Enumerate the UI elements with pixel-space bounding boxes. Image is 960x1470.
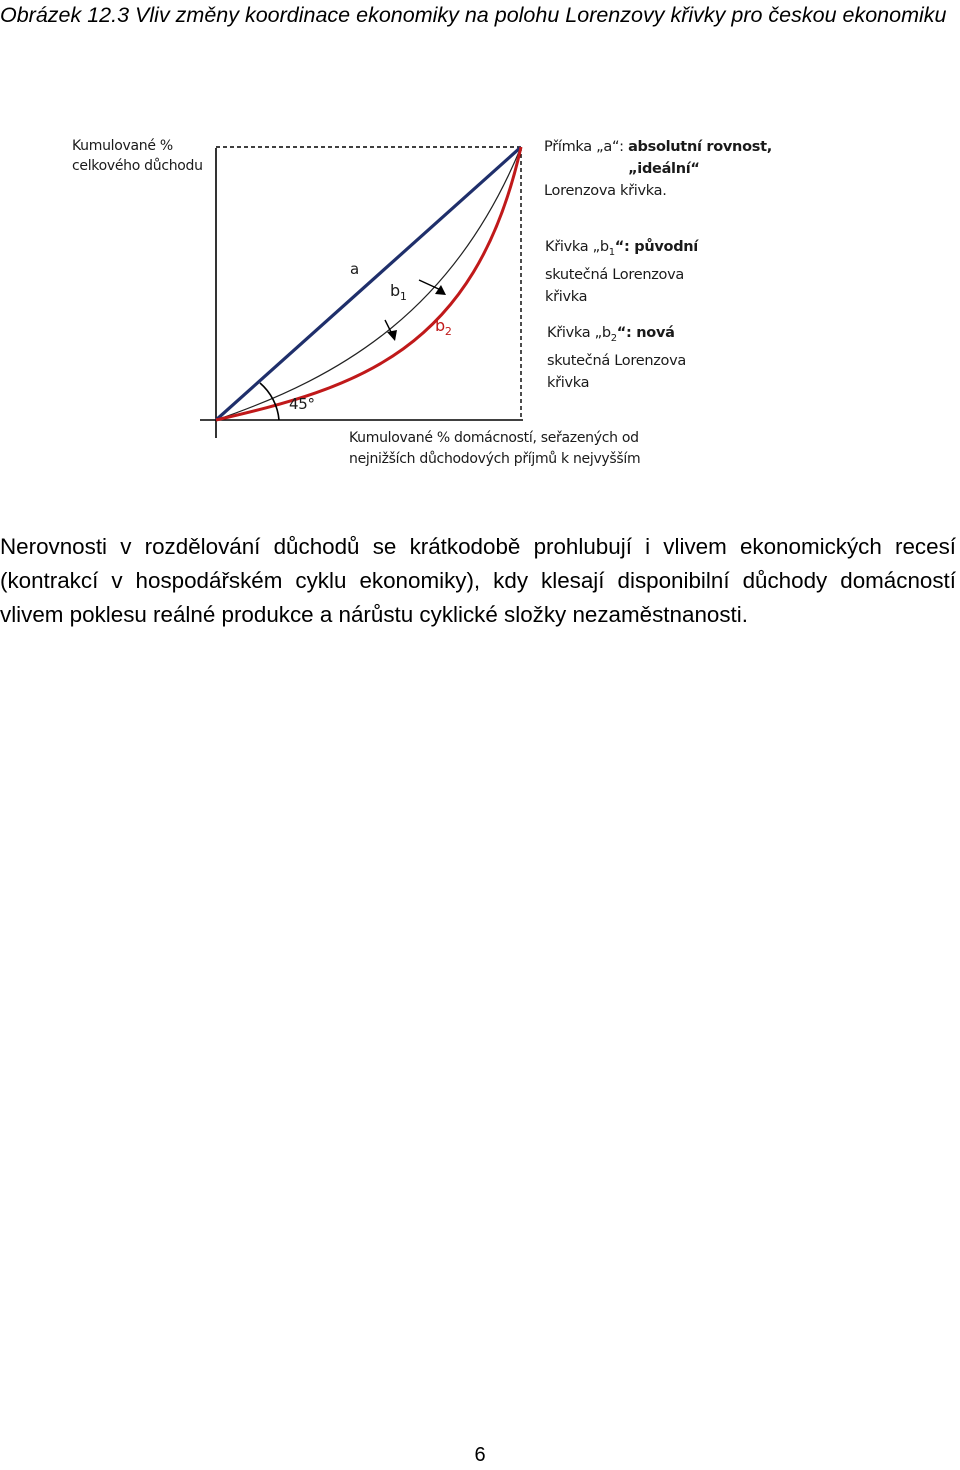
curve-b2-letter: b [435,316,445,335]
lorenz-curve-figure [55,128,772,478]
y-axis-label-line2: celkového důchodu [72,158,203,174]
legend-b2-rest2: křivka [547,374,590,391]
legend-b1-subscript: 1 [608,246,615,258]
legend-b1-bold: “: původní [614,239,698,255]
curve-b2-subscript: 2 [444,325,452,339]
legend-curve-b1 [545,236,698,308]
legend-b2-prefix: Křivka „b [547,325,611,341]
curve-b1-subscript: 1 [399,290,407,304]
line-a-label: a [350,260,359,278]
legend-b2-rest1: skutečná Lorenzova [547,352,686,369]
angle-label: 45° [289,395,315,413]
body-paragraph: Nerovnosti v rozdělování důchodů se krátkodobě prohlubují i vlivem ekonomických recesí (kontrakcí v hospodářském cyklu ekonomiky), kdy klesají disponibilní důchody domácností vlivem poklesu reálné produkce a nárůstu cyklické složky nezaměstnanosti. [0,534,956,627]
legend-b2-bold: “: nová [616,325,675,341]
legend-b1-prefix: Křivka „b [545,239,609,255]
legend-b2-subscript: 2 [610,332,617,344]
line-a [216,147,521,420]
x-axis-label [349,428,640,470]
legend-a-rest: Lorenzova křivka. [544,183,667,199]
figure-caption: Obrázek 12.3 Vliv změny koordinace ekonomiky na polohu Lorenzovy křivky pro českou ekonomiku [0,3,947,27]
y-axis-label [72,136,203,176]
legend-b1-rest2: křivka [545,288,588,305]
curve-b1-label [390,280,407,308]
curve-b1-letter: b [390,281,400,300]
legend-line-a [544,136,798,202]
angle-arc [260,383,279,420]
legend-b1-rest1: skutečná Lorenzova [545,266,684,283]
legend-a-bold: absolutní rovnost, „ideální“ [628,139,772,177]
curve-b2-label [435,315,452,343]
y-axis-label-line1: Kumulované % [72,138,173,154]
arrow-b1-head [435,285,446,295]
page-number: 6 [474,1444,486,1466]
legend-a-prefix: Přímka „a“: [544,139,624,155]
x-axis-label-line1: Kumulované % domácností, seřazených od [349,430,639,446]
legend-curve-b2 [547,322,686,394]
arrow-b2-head [387,330,397,341]
x-axis-label-line2: nejnižších důchodových příjmů k nejvyšším [349,451,641,467]
